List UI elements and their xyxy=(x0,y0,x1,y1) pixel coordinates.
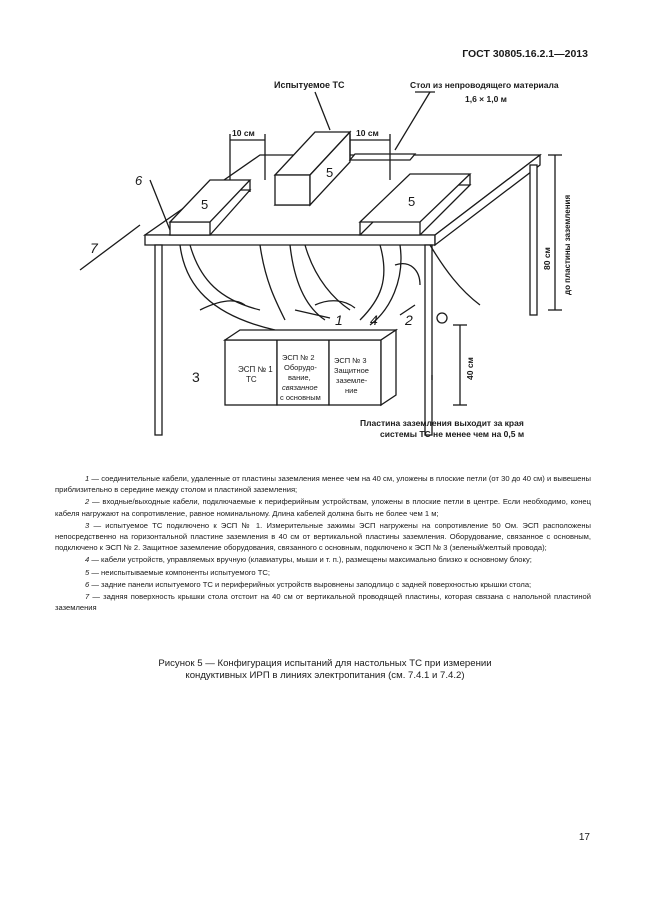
box2-line1: ЭСП № 2 xyxy=(282,353,315,362)
legend-item xyxy=(55,520,591,554)
legend-item-text: — задняя поверхность крышки стола отстоит на 40 см от вертикальной проводящей пластины, которая связана с напольной пластиной заземления xyxy=(55,592,591,613)
box2-line2: Оборудо- xyxy=(284,363,317,372)
legend-item-number: 6 xyxy=(85,579,90,589)
legend-item-text: — задние панели испытуемого ТС и периферийных устройств выровнены заподлицо с задней поверхностью крышки стола; xyxy=(89,579,532,589)
callout-4: 4 xyxy=(370,312,378,328)
box3-line3: заземле- xyxy=(336,376,368,385)
height-80-sub-label: до пластины заземления xyxy=(563,194,572,295)
height-40-label: 40 см xyxy=(465,357,475,380)
table-title-label: Стол из непроводящего материала xyxy=(410,80,559,90)
callout-1: 1 xyxy=(335,312,343,328)
page-number: 17 xyxy=(578,832,590,843)
callout-5a: 5 xyxy=(201,197,209,212)
callout-7: 7 xyxy=(90,240,98,256)
callout-5c: 5 xyxy=(408,194,416,209)
callout-3: 3 xyxy=(192,369,200,385)
legend-item xyxy=(55,567,591,578)
caption-line-2: кондуктивных ИРП в линиях электропитания (см. 7.4.1 и 7.4.2) xyxy=(185,670,465,682)
legend-item xyxy=(55,591,591,613)
box3-line2: Защитное xyxy=(334,366,369,375)
legend-item-number: 1 xyxy=(85,474,90,483)
legend-item-text: — кабели устройств, управляемых вручную (клавиатуры, мыши и т. п.), размещены максимально близко к основному блоку; xyxy=(89,555,532,565)
caption-line-1: Рисунок 5 — Конфигурация испытаний для настольных ТС при измерении xyxy=(158,658,492,669)
legend-item-text: — входные/выходные кабели, подключаемые к периферийным устройствам, уложены в плоские петли в центре. Если необходимо, конец кабеля нагружают на сопротивление, равное номинальному. Длина кабелей должна быть не более чем 1 м; xyxy=(55,497,591,518)
legend-item xyxy=(55,496,591,518)
box1-line2: ТС xyxy=(246,375,257,384)
legend-item-number: 3 xyxy=(85,520,90,530)
legend-item-number: 5 xyxy=(85,567,90,577)
eut-label: Испытуемое ТС xyxy=(274,80,345,90)
legend-item-number: 7 xyxy=(85,592,90,602)
test-setup-figure xyxy=(60,70,580,450)
legend-item-text: — испытуемое ТС подключено к ЭСП № 1. Измерительные зажимы ЭСП нагружены на сопротивление 50 Ом. ЭСП расположены непосредственно на горизонтальной пластине заземления в 40 см от вертикальной пластины заземления. Оборудование, связанное с основным, подключено к ЭСП № 2. Защитное заземление оборудования, связанного с основным, подключено к ЭСП № 3 (зеленый/желтый провода); xyxy=(55,520,591,553)
ground-plate-line1: Пластина заземления выходит за края xyxy=(360,418,524,428)
legend-item-text: — соединительные кабели, удаленные от пластины заземления менее чем на 40 см, уложены в плоские петли (от 30 до 40 см) и вывешены приблизительно в середине между столом и пластиной заземления; xyxy=(55,474,591,495)
test-setup-drawing xyxy=(60,70,580,450)
box3-line1: ЭСП № 3 xyxy=(334,356,367,365)
callout-5b: 5 xyxy=(326,165,334,180)
dim-left-label: 10 см xyxy=(232,128,255,138)
legend-item xyxy=(55,473,591,495)
box3-line4: ние xyxy=(345,386,358,395)
legend-item-number: 2 xyxy=(85,497,90,507)
legend-item xyxy=(55,579,591,590)
legend-item-text: — неиспытываемые компоненты испытуемого ТС; xyxy=(89,567,270,577)
legend-item-number: 4 xyxy=(85,555,90,565)
box2-line4: связанное xyxy=(282,383,318,392)
callout-6: 6 xyxy=(135,173,143,188)
figure-caption xyxy=(60,658,590,683)
dim-right-label: 10 см xyxy=(356,128,379,138)
box2-line3: вание, xyxy=(288,373,311,382)
callout-2: 2 xyxy=(405,312,413,328)
ground-plate-line2: системы ТС не менее чем на 0,5 м xyxy=(380,429,525,439)
legend-item xyxy=(55,554,591,565)
table-size-label: 1,6 × 1,0 м xyxy=(465,94,507,104)
box1-line1: ЭСП № 1 xyxy=(238,365,273,374)
height-80-label: 80 см xyxy=(542,247,552,270)
document-header: ГОСТ 30805.16.2.1—2013 xyxy=(462,48,588,60)
box2-line5: с основным xyxy=(280,393,321,402)
figure-legend xyxy=(55,473,591,614)
